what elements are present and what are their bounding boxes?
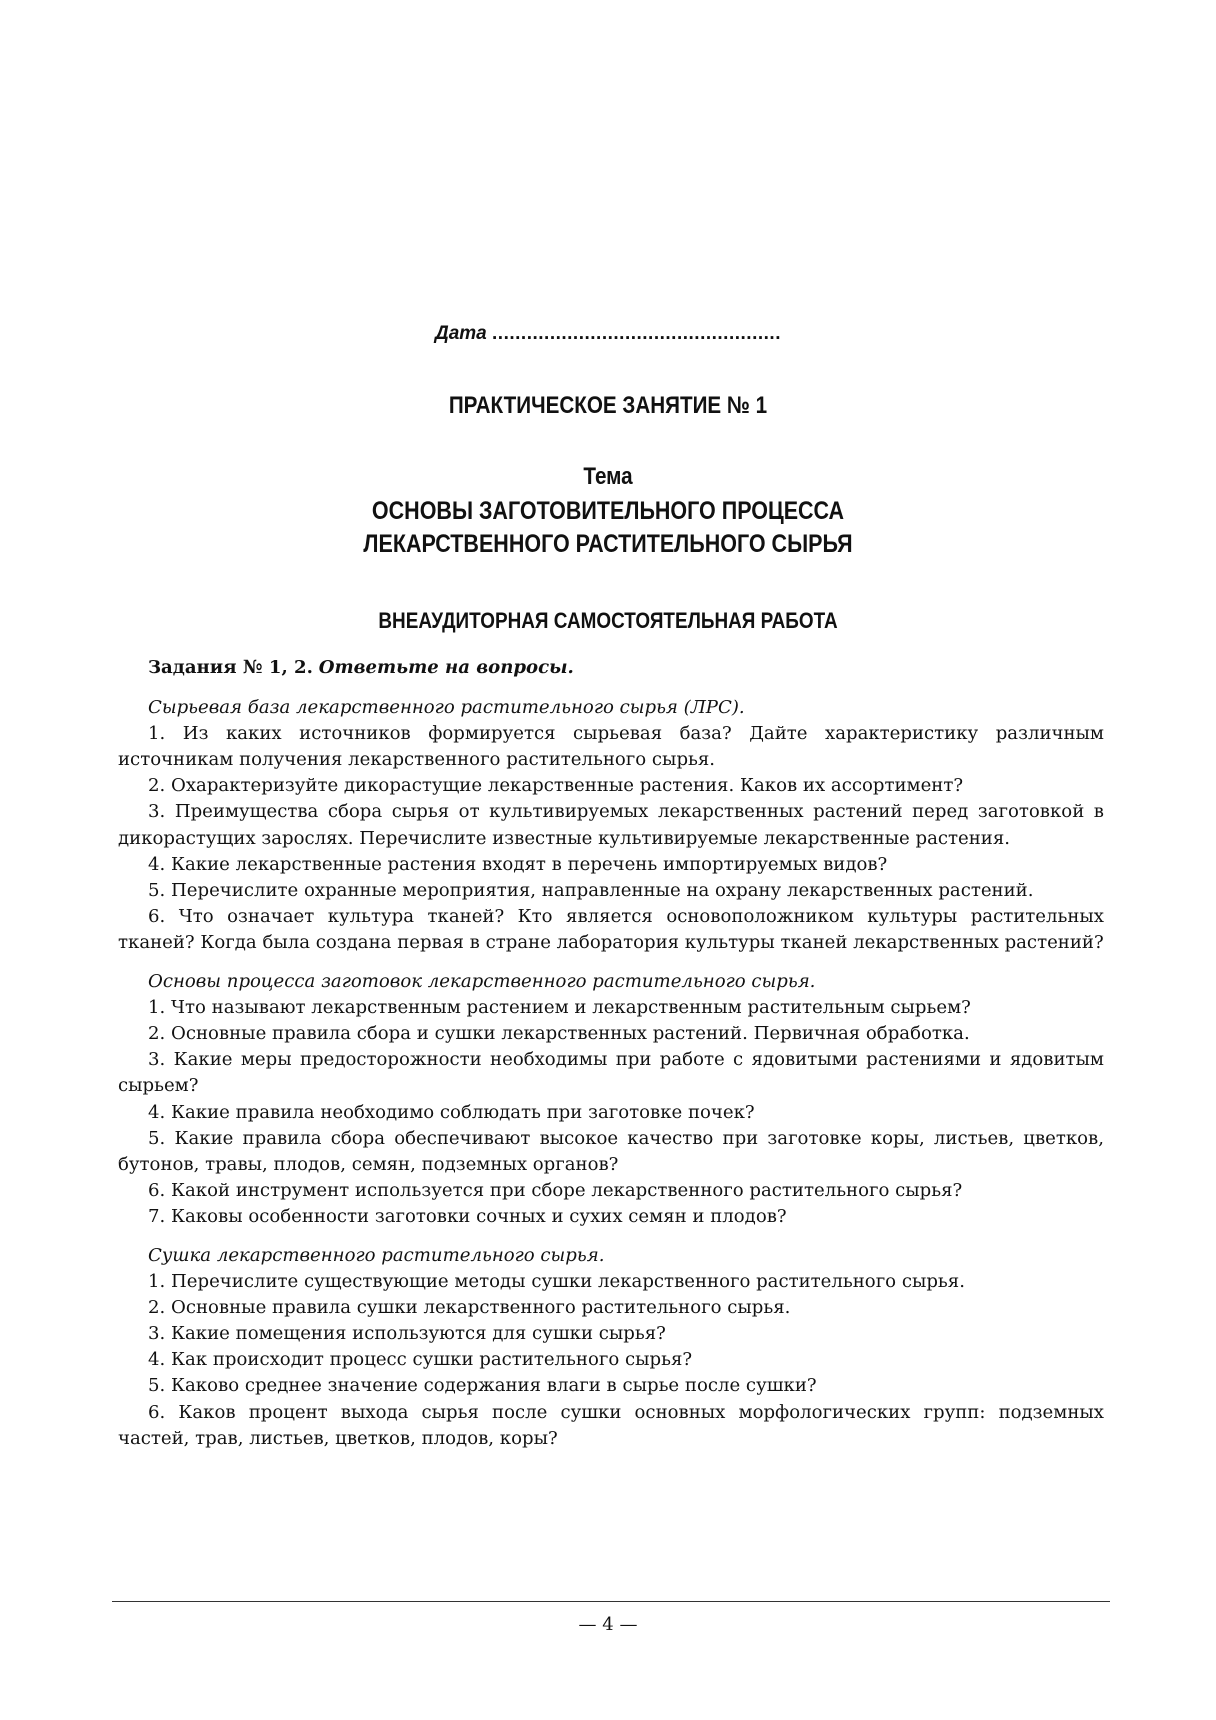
block-title: Основы процесса заготовок лекарственного растительного сырья. [148, 971, 816, 993]
question-item: 6. Какой инструмент используется при сборе лекарственного растительного сырья? [148, 1179, 963, 1201]
practical-lesson-title: ПРАКТИЧЕСКОЕ ЗАНЯТИЕ № 1 [448, 392, 768, 419]
block-title: Сырьевая база лекарственного растительного сырья (ЛРС). [148, 697, 745, 719]
theme-title-line-2: ЛЕКАРСТВЕННОГО РАСТИТЕЛЬНОГО СЫРЬЯ [363, 530, 853, 558]
question-item: 1. Что называют лекарственным растением и лекарственным растительным сырьем? [148, 997, 971, 1019]
footer-divider [112, 1601, 1110, 1602]
question-item: 6. Каков процент выхода сырья после сушки основных морфологических групп: подземных частей, трав, листьев, цветков, плодов, коры? [118, 1401, 1104, 1449]
question-item: 3. Преимущества сбора сырья от культивируемых лекарственных растений перед заготовкой в дикорастущих зарослях. Перечислите известные культивируемые лекарственные растения. [118, 801, 1104, 849]
question-item: 7. Каковы особенности заготовки сочных и сухих семян и плодов? [148, 1205, 787, 1227]
question-block-drying [118, 1243, 1104, 1452]
date-fill-dots: .................................................. [492, 323, 781, 344]
question-item: 3. Какие помещения используются для сушки сырья? [148, 1323, 666, 1345]
date-line [0, 323, 1216, 345]
theme-label: Тема [583, 463, 633, 490]
question-item: 3. Какие меры предосторожности необходимы при работе с ядовитыми растениями и ядовитым сырьем? [118, 1049, 1104, 1097]
theme-title-line-1: ОСНОВЫ ЗАГОТОВИТЕЛЬНОГО ПРОЦЕССА [371, 497, 845, 525]
question-block-harvesting-basics [118, 969, 1104, 1230]
question-item: 6. Что означает культура тканей? Кто является основоположником культуры растительных тканей? Когда была создана первая в стране лаборатория культуры тканей лекарственных растений? [118, 905, 1104, 953]
question-item: 2. Охарактеризуйте дикорастущие лекарственные растения. Каков их ассортимент? [148, 775, 964, 797]
task-label: Задания № 1, 2. [148, 657, 313, 678]
block-title: Сушка лекарственного растительного сырья. [148, 1244, 605, 1266]
question-item: 4. Как происходит процесс сушки растительного сырья? [148, 1349, 693, 1371]
question-item: 2. Основные правила сбора и сушки лекарственных растений. Первичная обработка. [148, 1023, 970, 1045]
question-item: 5. Какие правила сбора обеспечивают высокое качество при заготовке коры, листьев, цветков, бутонов, травы, плодов, семян, подземных органов? [118, 1127, 1104, 1175]
question-item: 5. Перечислите охранные мероприятия, направленные на охрану лекарственных растений. [148, 879, 1034, 901]
task-instruction: Ответьте на вопросы. [318, 657, 574, 678]
question-item: 1. Перечислите существующие методы сушки лекарственного растительного сырья. [148, 1271, 965, 1293]
question-item: 2. Основные правила сушки лекарственного растительного сырья. [148, 1297, 791, 1319]
question-block-raw-material-base [118, 695, 1104, 956]
question-item: 4. Какие правила необходимо соблюдать при заготовке почек? [148, 1101, 755, 1123]
page-number: — 4 — [578, 1614, 638, 1635]
task-line [118, 655, 1104, 681]
question-item: 5. Каково среднее значение содержания влаги в сырье после сушки? [148, 1375, 817, 1397]
question-item: 1. Из каких источников формируется сырьевая база? Дайте характеристику различным источникам получения лекарственного растительного сырья. [118, 723, 1104, 771]
section-heading: ВНЕАУДИТОРНАЯ САМОСТОЯТЕЛЬНАЯ РАБОТА [378, 608, 838, 633]
date-label: Дата [435, 323, 487, 344]
page-body [118, 655, 1104, 1465]
question-item: 4. Какие лекарственные растения входят в перечень импортируемых видов? [148, 853, 888, 875]
